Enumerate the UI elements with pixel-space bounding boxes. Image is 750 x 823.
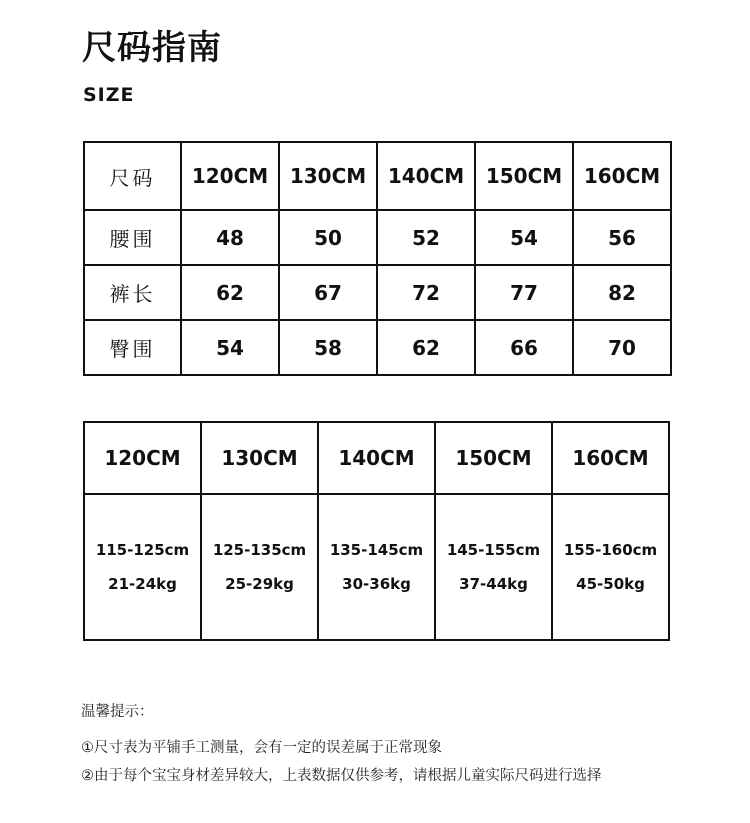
size-header: 150CM xyxy=(435,422,552,494)
table-cell xyxy=(84,494,201,640)
row-label: 裤长 xyxy=(84,265,181,320)
height-weight-table xyxy=(83,421,670,641)
height-range: 155-160cm xyxy=(563,541,658,559)
notes-title: 温馨提示： xyxy=(81,704,154,720)
size-measurement-table xyxy=(83,141,672,376)
size-header: 130CM xyxy=(201,422,318,494)
table-cell: 62 xyxy=(181,265,279,320)
table-cell xyxy=(318,494,435,640)
table-cell xyxy=(552,494,669,640)
note-line: ①尺寸表为平铺手工测量，会有一定的误差属于正常现象 xyxy=(81,740,442,756)
size-header: 150CM xyxy=(475,142,573,210)
row-label: 腰围 xyxy=(84,210,181,265)
table-cell: 54 xyxy=(181,320,279,375)
height-range: 145-155cm xyxy=(446,541,541,559)
corner-label: 尺码 xyxy=(84,142,181,210)
table-row xyxy=(84,210,671,265)
height-range: 135-145cm xyxy=(329,541,424,559)
table-cell: 56 xyxy=(573,210,671,265)
weight-range: 45-50kg xyxy=(576,575,645,593)
table-cell: 52 xyxy=(377,210,475,265)
table-row xyxy=(84,265,671,320)
table-cell: 48 xyxy=(181,210,279,265)
row-label: 臀围 xyxy=(84,320,181,375)
size-header: 160CM xyxy=(573,142,671,210)
size-header: 140CM xyxy=(377,142,475,210)
table-row xyxy=(84,320,671,375)
table-cell: 77 xyxy=(475,265,573,320)
notes-section xyxy=(81,700,602,793)
size-header: 160CM xyxy=(552,422,669,494)
height-range: 115-125cm xyxy=(95,541,190,559)
table-cell: 54 xyxy=(475,210,573,265)
weight-range: 21-24kg xyxy=(108,575,177,593)
page-title: 尺码指南 xyxy=(82,28,222,68)
table-cell xyxy=(435,494,552,640)
table-cell: 50 xyxy=(279,210,377,265)
height-range: 125-135cm xyxy=(212,541,307,559)
table-cell: 66 xyxy=(475,320,573,375)
size-header: 120CM xyxy=(84,422,201,494)
size-header: 130CM xyxy=(279,142,377,210)
weight-range: 25-29kg xyxy=(225,575,294,593)
table-cell: 70 xyxy=(573,320,671,375)
table-header-row xyxy=(84,422,669,494)
table-cell: 72 xyxy=(377,265,475,320)
table-cell: 67 xyxy=(279,265,377,320)
table-cell: 82 xyxy=(573,265,671,320)
table-header-row xyxy=(84,142,671,210)
size-header: 140CM xyxy=(318,422,435,494)
table-cell: 62 xyxy=(377,320,475,375)
weight-range: 37-44kg xyxy=(459,575,528,593)
size-header: 120CM xyxy=(181,142,279,210)
page-subtitle: SIZE xyxy=(83,84,135,106)
table-cell xyxy=(201,494,318,640)
table-cell: 58 xyxy=(279,320,377,375)
weight-range: 30-36kg xyxy=(342,575,411,593)
note-line: ②由于每个宝宝身材差异较大，上表数据仅供参考，请根据儿童实际尺码进行选择 xyxy=(81,768,602,784)
table-row xyxy=(84,494,669,640)
